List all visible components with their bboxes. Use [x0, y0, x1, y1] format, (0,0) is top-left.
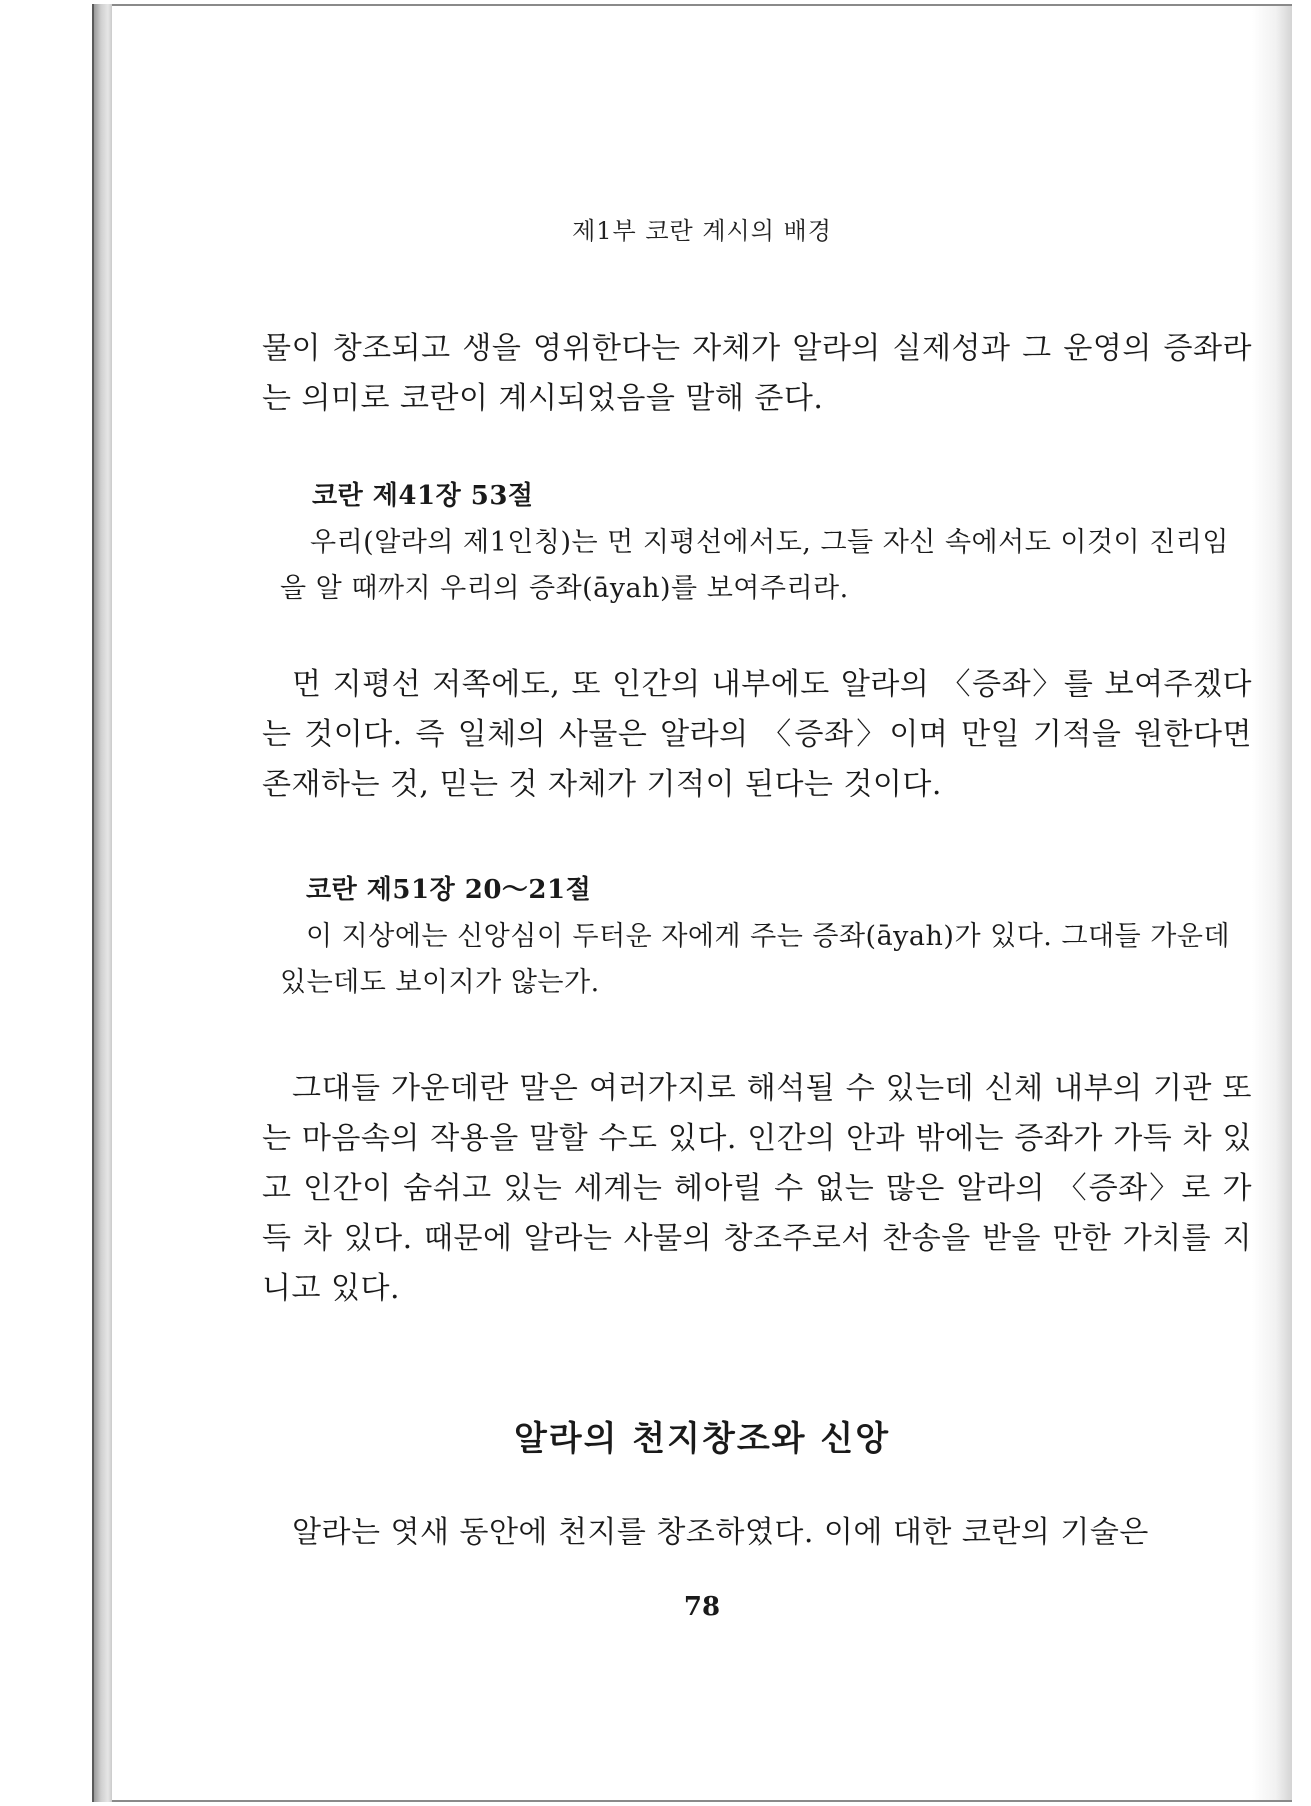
quote-2-body: 이 지상에는 신앙심이 두터운 자에게 주는 증좌(āyah)가 있다. 그대들 가운데 있는데도 보이지가 않는가. — [280, 921, 1231, 998]
paragraph-2: 먼 지평선 저쪽에도, 또 인간의 내부에도 알라의 〈증좌〉를 보여주겠다는 것이다. 즉 일체의 사물은 알라의 〈증좌〉이며 만일 기적을 원한다면 존재하는 것, 믿는 것 자체가 기적이 된다는 것이다. — [262, 667, 1252, 802]
quote-block-2 — [280, 870, 1240, 1006]
page-number: 78 — [683, 1592, 721, 1622]
quote-block-1 — [280, 476, 1240, 612]
book-page — [112, 4, 1292, 1802]
paragraph-3: 그대들 가운데란 말은 여러가지로 해석될 수 있는데 신체 내부의 기관 또는 마음속의 작용을 말할 수도 있다. 인간의 안과 밖에는 증좌가 가득 차 있고 인간이 숨쉬고 있는 세계는 헤아릴 수 없는 많은 알라의 〈증좌〉로 가득 차 있다. 때문에 알라는 사물의 창조주로서 찬송을 받을 만한 가치를 지니고 있다. — [262, 1071, 1252, 1306]
page-shadow — [1252, 6, 1292, 1800]
quote-2-title: 코란 제51장 20～21절 — [306, 875, 592, 905]
running-head: 제1부 코란 계시의 배경 — [572, 217, 832, 245]
paragraph-4: 알라는 엿새 동안에 천지를 창조하였다. 이에 대한 코란의 기술은 — [292, 1515, 1149, 1550]
quote-1-body: 우리(알라의 제1인칭)는 먼 지평선에서도, 그들 자신 속에서도 이것이 진리임을 알 때까지 우리의 증좌(āyah)를 보여주리라. — [280, 527, 1229, 604]
quote-1-title: 코란 제41장 53절 — [312, 481, 534, 511]
paragraph-1: 물이 창조되고 생을 영위한다는 자체가 알라의 실제성과 그 운영의 증좌라는 의미로 코란이 계시되었음을 말해 준다. — [262, 331, 1252, 416]
book-spine-edge — [92, 4, 114, 1802]
section-heading: 알라의 천지창조와 신앙 — [513, 1419, 891, 1459]
